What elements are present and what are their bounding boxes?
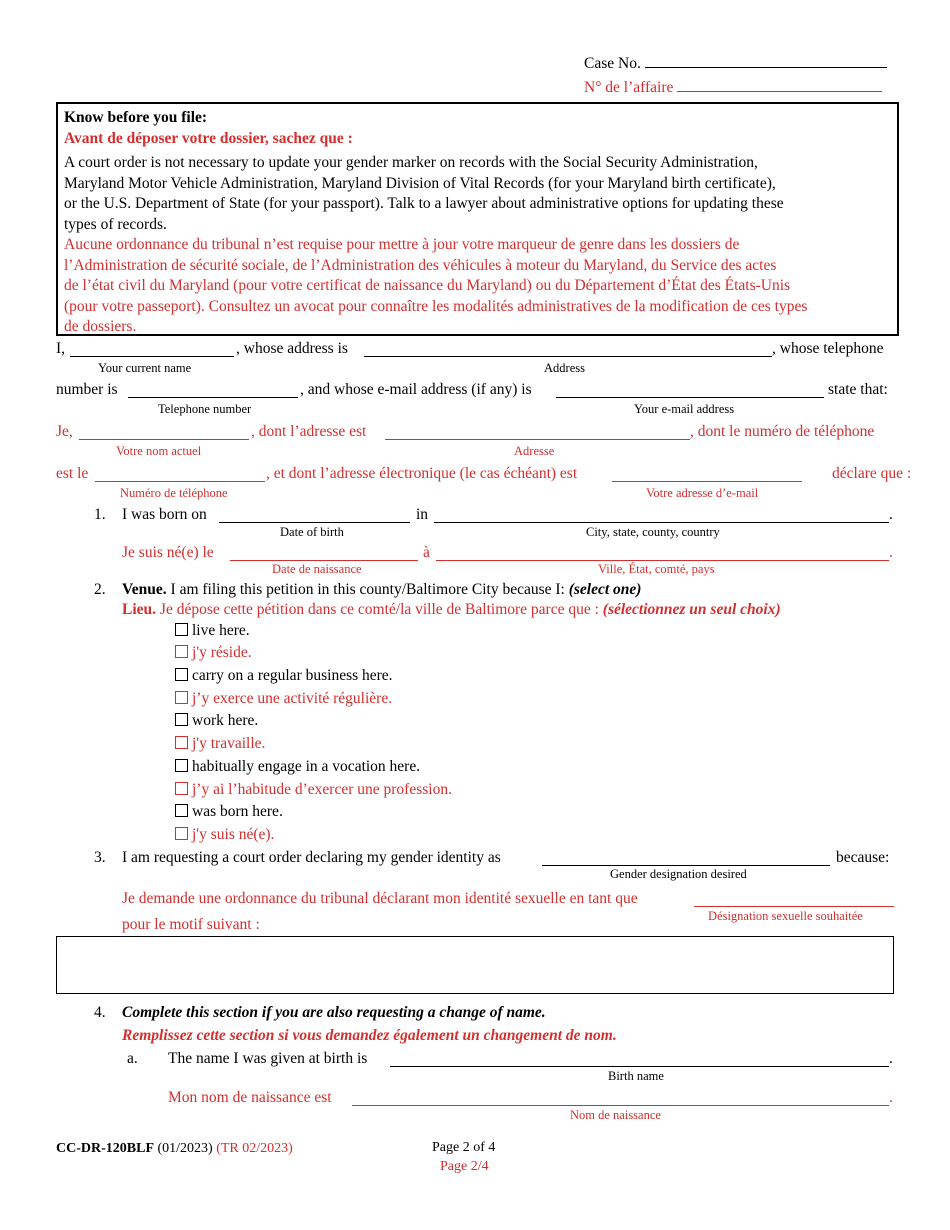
page-number-fr: Page 2/4: [440, 1159, 489, 1174]
intro-whose-address: , whose address is: [236, 340, 348, 357]
option-label: habitually engage in a vocation here.: [192, 758, 421, 775]
form-date: (01/2023): [154, 1141, 217, 1156]
checkbox[interactable]: [175, 736, 188, 749]
item4a-letter: a.: [127, 1050, 138, 1067]
option-label: carry on a regular business here.: [192, 667, 393, 684]
item1-period: .: [889, 506, 893, 523]
venue-option-vocation-fr[interactable]: [175, 781, 452, 799]
case-number-fr: [584, 76, 882, 97]
notice-line-fr: Aucune ordonnance du tribunal n’est requise pour mettre à jour votre marqueur de genre dans les dossiers de: [64, 236, 740, 253]
current-name-caption: Your current name: [98, 361, 192, 375]
item1-ne-le: Je suis né(e) le: [122, 544, 214, 561]
item1-in: in: [416, 506, 429, 523]
venue-option-vocation[interactable]: [175, 758, 420, 776]
checkbox[interactable]: [175, 645, 188, 658]
item4a-text: The name I was given at birth is: [168, 1050, 368, 1067]
date-of-birth-caption: Date of birth: [280, 525, 344, 539]
current-name-field[interactable]: [70, 341, 234, 357]
intro-dont-adresse: , dont l’adresse est: [251, 423, 367, 440]
telephone-caption: Telephone number: [158, 402, 252, 416]
intro-et-dont: , et dont l’adresse électronique (le cas échéant) est: [266, 465, 578, 482]
gender-designation-caption: Gender designation desired: [610, 867, 747, 881]
birth-place-caption-fr: Ville, État, comté, pays: [598, 562, 715, 576]
item4-heading: Complete this section if you are also requesting a change of name.: [122, 1004, 546, 1021]
address-field[interactable]: [364, 341, 772, 357]
email-caption: Your e-mail address: [634, 402, 735, 416]
notice-heading-fr: Avant de déposer votre dossier, sachez que :: [64, 129, 353, 147]
email-caption-fr: Votre adresse d’e-mail: [646, 486, 759, 500]
intro-and-email: , and whose e-mail address (if any) is: [300, 381, 532, 398]
item3-because: because:: [836, 849, 890, 866]
intro-whose-telephone: , whose telephone: [772, 340, 884, 357]
notice-line-fr: (pour votre passeport). Consultez un avocat pour connaître les modalités administratives de la modification de ces types: [64, 297, 808, 315]
checkbox[interactable]: [175, 759, 188, 772]
intro-je: Je,: [56, 423, 73, 440]
venue-option-live[interactable]: [175, 622, 250, 640]
item1-period-fr: .: [889, 544, 893, 561]
case-number: [584, 52, 887, 73]
email-field-fr[interactable]: [612, 466, 802, 482]
venue-statement: [122, 581, 641, 599]
birth-name-caption-fr: Nom de naissance: [570, 1108, 661, 1122]
date-of-birth-field[interactable]: [219, 507, 410, 523]
option-label-fr: j'y réside.: [192, 644, 252, 661]
gender-designation-caption-fr: Désignation sexuelle souhaitée: [708, 909, 863, 923]
venue-text-fr: Je dépose cette pétition dans ce comté/la ville de Baltimore parce que :: [156, 601, 603, 618]
gender-designation-field-fr[interactable]: [694, 891, 894, 907]
checkbox[interactable]: [175, 827, 188, 840]
notice-line-fr: de l’état civil du Maryland (pour votre certificat de naissance du Maryland) ou du Département d’État des États-Unis: [64, 277, 791, 294]
birth-place-field[interactable]: [434, 507, 889, 523]
telephone-field-fr[interactable]: [95, 466, 265, 482]
intro-dont-numero: , dont le numéro de téléphone: [690, 423, 875, 440]
page-number: Page 2 of 4: [432, 1140, 496, 1155]
item3-number: 3.: [94, 849, 106, 866]
telephone-field[interactable]: [128, 382, 298, 398]
checkbox[interactable]: [175, 804, 188, 817]
option-label: work here.: [192, 712, 259, 729]
notice-heading: Know before you file:: [64, 109, 208, 126]
item2-number: 2.: [94, 581, 106, 598]
item4-heading-fr: Remplissez cette section si vous demandez également un changement de nom.: [122, 1027, 617, 1044]
address-caption: Address: [544, 361, 585, 375]
item4a-text-fr: Mon nom de naissance est: [168, 1089, 332, 1106]
venue-text: I am filing this petition in this county/Baltimore City because I:: [166, 581, 569, 598]
intro-i: I,: [56, 340, 66, 357]
option-label-fr: j’y ai l’habitude d’exercer une profession.: [192, 781, 452, 798]
case-number-label: Case No.: [584, 55, 641, 72]
item3-text-fr: Je demande une ordonnance du tribunal déclarant mon identité sexuelle en tant que: [122, 890, 638, 907]
venue-option-work-fr[interactable]: [175, 735, 265, 753]
checkbox[interactable]: [175, 782, 188, 795]
venue-option-born[interactable]: [175, 803, 283, 821]
option-label: was born here.: [192, 803, 283, 820]
birth-place-caption: City, state, county, country: [586, 525, 720, 539]
reason-textarea[interactable]: [56, 936, 894, 994]
intro-number-is: number is: [56, 381, 118, 398]
venue-option-live-fr[interactable]: [175, 644, 252, 662]
form-id-code: CC-DR-120BLF: [56, 1141, 154, 1156]
venue-option-work[interactable]: [175, 712, 258, 730]
notice-line: or the U.S. Department of State (for your passport). Talk to a lawyer about administrative options for updating these: [64, 195, 784, 212]
venue-option-born-fr[interactable]: [175, 826, 274, 844]
item4a-period-fr: .: [889, 1089, 893, 1106]
date-of-birth-field-fr[interactable]: [230, 545, 418, 561]
checkbox[interactable]: [175, 691, 188, 704]
address-caption-fr: Adresse: [514, 444, 555, 458]
item3-motif: pour le motif suivant :: [122, 916, 260, 933]
item4a-period: .: [889, 1050, 893, 1067]
current-name-caption-fr: Votre nom actuel: [116, 444, 202, 458]
notice-line: types of records.: [64, 215, 167, 233]
intro-est-le: est le: [56, 465, 89, 482]
option-label-fr: j’y exerce une activité régulière.: [192, 690, 393, 707]
intro-declare-que: déclare que :: [832, 465, 912, 482]
item1-a: à: [423, 544, 430, 561]
telephone-caption-fr: Numéro de téléphone: [120, 486, 228, 500]
venue-label-fr: Lieu.: [122, 601, 157, 618]
form-tr: (TR 02/2023): [216, 1141, 293, 1156]
form-id: [56, 1141, 293, 1157]
item1-number: 1.: [94, 506, 106, 523]
venue-option-business[interactable]: [175, 667, 393, 685]
option-label: live here.: [192, 622, 250, 639]
birth-name-field[interactable]: [390, 1051, 889, 1067]
checkbox[interactable]: [175, 668, 188, 681]
notice-line: A court order is not necessary to update your gender marker on records with the Social Security Administration,: [64, 154, 758, 171]
case-number-label-fr: N° de l’affaire: [584, 79, 674, 96]
birth-name-caption: Birth name: [608, 1069, 664, 1083]
notice-line-fr: l’Administration de sécurité sociale, de l’Administration des véhicules à moteur du Maryland, du Service des actes: [64, 256, 777, 274]
venue-label: Venue.: [122, 581, 167, 598]
gender-designation-field[interactable]: [542, 850, 830, 866]
notice-line-fr: de dossiers.: [64, 318, 137, 335]
know-before-you-file-box: [56, 102, 899, 336]
venue-select-one: (select one): [568, 581, 642, 598]
option-label-fr: j'y suis né(e).: [192, 826, 275, 843]
item4-number: 4.: [94, 1004, 106, 1021]
venue-option-business-fr[interactable]: [175, 690, 392, 708]
current-name-field-fr[interactable]: [79, 424, 249, 440]
address-field-fr[interactable]: [385, 424, 690, 440]
case-number-field[interactable]: [645, 52, 887, 68]
venue-select-one-fr: (sélectionnez un seul choix): [602, 601, 781, 618]
checkbox[interactable]: [175, 713, 188, 726]
checkbox[interactable]: [175, 623, 188, 636]
case-number-field-fr[interactable]: [677, 76, 882, 92]
item1-born-on: I was born on: [122, 506, 207, 523]
email-field[interactable]: [556, 382, 824, 398]
option-label-fr: j'y travaille.: [192, 735, 266, 752]
item3-text: I am requesting a court order declaring my gender identity as: [122, 849, 501, 866]
intro-state-that: state that:: [828, 381, 888, 398]
birth-place-field-fr[interactable]: [436, 545, 889, 561]
notice-line: Maryland Motor Vehicle Administration, Maryland Division of Vital Records (for your Maryland birth certificate),: [64, 174, 776, 192]
birth-name-field-fr[interactable]: [352, 1090, 889, 1106]
date-of-birth-caption-fr: Date de naissance: [272, 562, 362, 576]
venue-statement-fr: [122, 601, 781, 619]
